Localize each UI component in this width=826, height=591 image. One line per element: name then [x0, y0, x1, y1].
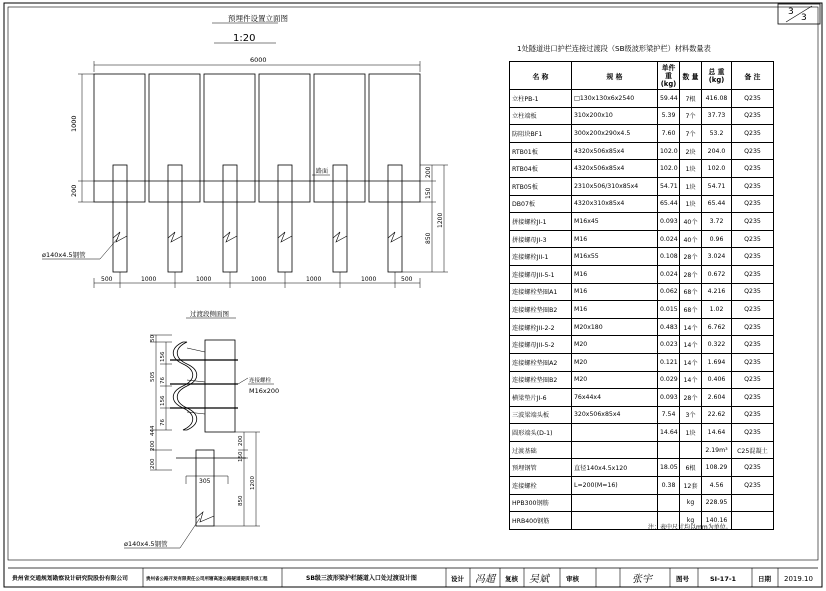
table-row [510, 107, 774, 125]
cell-unit-wt [658, 441, 680, 459]
table-row [510, 160, 774, 178]
cell-spec: M20 [572, 353, 658, 371]
cell-qty: 2块 [680, 142, 702, 160]
cell-total: 37.73 [702, 107, 732, 125]
cell-unit-wt: 54.71 [658, 177, 680, 195]
cell-qty: 7个 [680, 125, 702, 143]
table-row [510, 283, 774, 301]
cell-qty: 3个 [680, 406, 702, 424]
cell-unit-wt: 0.093 [658, 389, 680, 407]
cell-total: 3.024 [702, 248, 732, 266]
bottom-dim-3: 1000 [251, 276, 267, 283]
cell-qty: kg [680, 494, 702, 512]
cell-qty [680, 441, 702, 459]
cell-name: 过渡基础 [510, 441, 572, 459]
cell-total: 3.72 [702, 213, 732, 231]
table-note: 注：表中尺寸均以mm为单位。 [648, 524, 732, 531]
section-title: 过渡段侧面图 [190, 310, 229, 318]
sec-right-150: 150 [238, 451, 244, 462]
table-row [510, 477, 774, 495]
cell-spec [572, 494, 658, 512]
table-row [510, 389, 774, 407]
cell-total: 102.0 [702, 160, 732, 178]
cell-qty: 28个 [680, 389, 702, 407]
cell-name: HRB400钢筋 [510, 512, 572, 530]
table-row [510, 90, 774, 108]
title-block [8, 568, 818, 587]
cell-spec: 直径140x4.5x120 [572, 459, 658, 477]
cell-remark: Q235 [732, 318, 774, 336]
design-label: 设计 [451, 575, 464, 583]
cell-remark: Q235 [732, 230, 774, 248]
cell-unit-wt: 14.64 [658, 424, 680, 442]
cell-total: 204.0 [702, 142, 732, 160]
section-post [205, 340, 235, 432]
table-row [510, 213, 774, 231]
col-spec: 规 格 [572, 62, 658, 90]
table-row [510, 459, 774, 477]
cell-total: 228.95 [702, 494, 732, 512]
cell-remark: Q235 [732, 195, 774, 213]
cell-unit-wt: 0.483 [658, 318, 680, 336]
cell-spec: □130x130x6x2540 [572, 90, 658, 108]
cell-total: 0.672 [702, 265, 732, 283]
cell-spec: 310x200x10 [572, 107, 658, 125]
cell-total: 1.694 [702, 353, 732, 371]
date-value: 2019.10 [784, 575, 813, 583]
col-name: 名 称 [510, 62, 572, 90]
cell-remark: Q235 [732, 459, 774, 477]
table-row [510, 424, 774, 442]
sec-dim-156b: 156 [160, 395, 166, 406]
cell-spec: 4320x506x85x4 [572, 160, 658, 178]
cell-remark: Q235 [732, 301, 774, 319]
cell-unit-wt: 7.60 [658, 125, 680, 143]
cell-spec: M20 [572, 336, 658, 354]
height-200-dim: 200 [70, 184, 78, 197]
bottom-dim-5: 1000 [361, 276, 377, 283]
total-width-dim: 6000 [250, 56, 267, 64]
table-row [510, 248, 774, 266]
base-width-dim: 305 [199, 478, 211, 485]
height-1000-dim: 1000 [70, 115, 78, 132]
cell-spec: M16 [572, 230, 658, 248]
cell-spec: M16 [572, 301, 658, 319]
cell-total: 22.62 [702, 406, 732, 424]
cell-unit-wt: 0.024 [658, 265, 680, 283]
cell-total: 0.322 [702, 336, 732, 354]
cell-qty: 40个 [680, 230, 702, 248]
cell-name: 连接螺栓垫圈B2 [510, 371, 572, 389]
cell-name: 拼接螺栓JI-1 [510, 213, 572, 231]
project-name: 贵州省公路开发有限责任公司所辖高速公路隧道提质升级工程 [146, 577, 268, 582]
cell-qty: 7个 [680, 107, 702, 125]
cell-spec: M20 [572, 371, 658, 389]
cell-qty: 6根 [680, 459, 702, 477]
bolt-label-2: M16x200 [249, 387, 280, 395]
design-signature: 冯超 [475, 574, 495, 585]
cell-name: 防阻块BF1 [510, 125, 572, 143]
cell-name: 横梁垫片JI-6 [510, 389, 572, 407]
table-row [510, 177, 774, 195]
bottom-dim-2: 1000 [196, 276, 212, 283]
cell-name: 三波梁端头板 [510, 406, 572, 424]
cell-unit-wt: 0.093 [658, 213, 680, 231]
cell-spec [572, 512, 658, 530]
cell-remark [732, 512, 774, 530]
cell-unit-wt [658, 494, 680, 512]
table-row [510, 265, 774, 283]
sec-dim-76b: 76 [160, 419, 166, 426]
sec-right-1200: 1200 [250, 476, 256, 490]
cell-spec: 300x200x290x4.5 [572, 125, 658, 143]
review-label: 复核 [505, 575, 518, 583]
cell-unit-wt: 0.029 [658, 371, 680, 389]
material-table [509, 61, 774, 530]
cell-qty: 40个 [680, 213, 702, 231]
drawing-name: SB级三波形梁护栏隧道入口处过渡设计图 [306, 575, 417, 582]
section-pipe-label: ø140x4.5钢管 [124, 540, 168, 548]
cell-remark: Q235 [732, 389, 774, 407]
table-row [510, 301, 774, 319]
cell-name: 连接螺栓 [510, 477, 572, 495]
cell-name: RTB01板 [510, 142, 572, 160]
cell-remark: C25混凝土 [732, 441, 774, 459]
table-row [510, 494, 774, 512]
cell-remark: Q235 [732, 353, 774, 371]
pipe-label: ø140x4.5钢管 [42, 251, 86, 259]
cell-name: 连接螺母JII-5-1 [510, 265, 572, 283]
cell-remark: Q235 [732, 265, 774, 283]
table-title: 1处隧道进口护栏连接过渡段（SB级波形梁护栏）材料数量表 [517, 44, 711, 53]
table-row [510, 230, 774, 248]
col-total: 总 重(kg) [702, 62, 732, 90]
cell-qty: 1块 [680, 177, 702, 195]
table-row [510, 353, 774, 371]
cell-qty: kg [680, 512, 702, 530]
cell-remark: Q235 [732, 142, 774, 160]
cell-name: 连接螺栓垫圈A2 [510, 353, 572, 371]
cell-unit-wt: 0.062 [658, 283, 680, 301]
height-right-150: 150 [425, 187, 432, 199]
cell-remark: Q235 [732, 90, 774, 108]
cell-remark: Q235 [732, 424, 774, 442]
cell-name: 预埋钢管 [510, 459, 572, 477]
cell-qty: 14个 [680, 353, 702, 371]
approve-signature: 张宇 [632, 574, 652, 585]
cell-qty: 68个 [680, 301, 702, 319]
cell-total: 14.64 [702, 424, 732, 442]
table-row [510, 406, 774, 424]
cell-total: 54.71 [702, 177, 732, 195]
cell-name: 连接螺母JII-5-2 [510, 336, 572, 354]
cell-remark: Q235 [732, 160, 774, 178]
cell-total: 0.406 [702, 371, 732, 389]
cell-total: 416.08 [702, 90, 732, 108]
cell-spec [572, 424, 658, 442]
cell-name: 立柱端板 [510, 107, 572, 125]
cell-remark: Q235 [732, 406, 774, 424]
cell-qty: 68个 [680, 283, 702, 301]
cell-unit-wt: 5.39 [658, 107, 680, 125]
sec-right-200: 200 [238, 435, 244, 446]
cell-unit-wt: 18.05 [658, 459, 680, 477]
cell-qty: 1块 [680, 424, 702, 442]
bottom-dim-6: 500 [401, 276, 413, 283]
cell-unit-wt: 59.44 [658, 90, 680, 108]
cell-name: 连接螺栓JII-1 [510, 248, 572, 266]
road-label: 路面 [316, 168, 329, 175]
table-header-row [510, 62, 774, 90]
cell-unit-wt: 0.023 [658, 336, 680, 354]
cell-spec: M16x55 [572, 248, 658, 266]
sec-dim-76a: 76 [160, 377, 166, 384]
table-row [510, 125, 774, 143]
elevation-view [42, 13, 448, 288]
table-row [510, 441, 774, 459]
cell-total: 65.44 [702, 195, 732, 213]
sec-dim-200b: 200 [150, 458, 156, 469]
cell-unit-wt: 0.38 [658, 477, 680, 495]
table-row [510, 336, 774, 354]
sec-dim-505: 505 [150, 371, 156, 382]
section-view [124, 309, 279, 548]
cell-name: HPB300钢筋 [510, 494, 572, 512]
cell-name: 连接螺栓JII-2-2 [510, 318, 572, 336]
date-label: 日期 [758, 575, 771, 583]
cell-spec: 320x506x85x4 [572, 406, 658, 424]
cell-total: 1.02 [702, 301, 732, 319]
cell-remark [732, 494, 774, 512]
break-marks [113, 232, 402, 242]
sheet-total: 3 [801, 13, 807, 23]
cell-unit-wt: 0.108 [658, 248, 680, 266]
cell-unit-wt: 0.121 [658, 353, 680, 371]
cell-qty: 7根 [680, 90, 702, 108]
cell-unit-wt: 7.54 [658, 406, 680, 424]
cell-remark: Q235 [732, 283, 774, 301]
cell-unit-wt: 102.0 [658, 160, 680, 178]
cell-remark: Q235 [732, 371, 774, 389]
bottom-dim-0: 500 [101, 276, 113, 283]
table-row [510, 371, 774, 389]
col-remark: 备 注 [732, 62, 774, 90]
cell-total: 108.29 [702, 459, 732, 477]
cell-remark: Q235 [732, 213, 774, 231]
section-pipe [196, 450, 214, 526]
cell-total: 140.16 [702, 512, 732, 530]
cell-spec: M16x45 [572, 213, 658, 231]
cell-spec: M16 [572, 265, 658, 283]
cell-qty: 1块 [680, 160, 702, 178]
sec-dim-156a: 156 [160, 351, 166, 362]
height-right-200: 200 [425, 166, 432, 178]
bolt-label-1: 连接螺栓 [249, 378, 272, 384]
wave-beam-profile [173, 342, 197, 430]
cell-spec: 76x44x4 [572, 389, 658, 407]
cell-name: 连接螺栓垫圈B2 [510, 301, 572, 319]
cell-unit-wt: 0.024 [658, 230, 680, 248]
table-row [510, 318, 774, 336]
cell-unit-wt: 102.0 [658, 142, 680, 160]
cell-spec: M20x180 [572, 318, 658, 336]
cell-total: 4.56 [702, 477, 732, 495]
cell-qty: 28个 [680, 265, 702, 283]
cell-unit-wt: 0.015 [658, 301, 680, 319]
cell-name: 连接螺栓垫圈A1 [510, 283, 572, 301]
cell-name: RTB05板 [510, 177, 572, 195]
cell-total: 0.96 [702, 230, 732, 248]
cell-spec: 4320x310x85x4 [572, 195, 658, 213]
table-row [510, 195, 774, 213]
cell-qty: 14个 [680, 318, 702, 336]
approve-label: 审核 [566, 575, 579, 583]
cell-remark: Q235 [732, 125, 774, 143]
cell-spec: 4320x506x85x4 [572, 142, 658, 160]
cell-total: 6.762 [702, 318, 732, 336]
height-right-850: 850 [425, 232, 432, 244]
cell-spec [572, 441, 658, 459]
cell-spec: 2310x506/310x85x4 [572, 177, 658, 195]
cell-remark: Q235 [732, 477, 774, 495]
cell-remark: Q235 [732, 248, 774, 266]
cell-qty: 1块 [680, 195, 702, 213]
cell-spec: M16 [572, 283, 658, 301]
cell-name: 拼接螺母JI-3 [510, 230, 572, 248]
cell-total: 53.2 [702, 125, 732, 143]
cell-name: 圆形端头(D-1) [510, 424, 572, 442]
cell-total: 2.19m³ [702, 441, 732, 459]
cell-qty: 14个 [680, 336, 702, 354]
sheet-page: 3 [788, 7, 794, 17]
cell-remark: Q235 [732, 177, 774, 195]
cell-name: DB07板 [510, 195, 572, 213]
review-signature: 吴斌 [529, 574, 549, 585]
sec-right-850: 850 [238, 495, 244, 506]
fig-number: SI-17-1 [710, 575, 737, 583]
cell-qty: 14个 [680, 371, 702, 389]
sec-dim-50: 50 [150, 335, 156, 342]
cell-qty: 12套 [680, 477, 702, 495]
cell-name: 立柱PB-1 [510, 90, 572, 108]
cell-spec: L=200(M=16) [572, 477, 658, 495]
table-row [510, 142, 774, 160]
cell-remark: Q235 [732, 336, 774, 354]
elevation-title: 预埋件设置立面图 [228, 14, 288, 23]
cell-remark: Q235 [732, 107, 774, 125]
cell-qty: 28个 [680, 248, 702, 266]
cell-total: 2.604 [702, 389, 732, 407]
cell-total: 4.216 [702, 283, 732, 301]
table-row [510, 512, 774, 530]
bottom-dim-4: 1000 [306, 276, 322, 283]
col-qty: 数 量 [680, 62, 702, 90]
bottom-dim-1: 1000 [141, 276, 157, 283]
cell-name: RTB04板 [510, 160, 572, 178]
guardrail-panels [94, 74, 420, 202]
elevation-scale: 1:20 [233, 33, 256, 44]
company-name: 贵州省交通规划勘察设计研究院股份有限公司 [12, 576, 128, 582]
sec-dim-444: 444 [150, 425, 156, 436]
sec-dim-200a: 200 [150, 440, 156, 451]
height-right-1200: 1200 [437, 212, 444, 228]
cell-unit-wt: 65.44 [658, 195, 680, 213]
col-unit-weight: 单件重(kg) [658, 62, 680, 90]
fig-label: 图号 [676, 575, 689, 583]
